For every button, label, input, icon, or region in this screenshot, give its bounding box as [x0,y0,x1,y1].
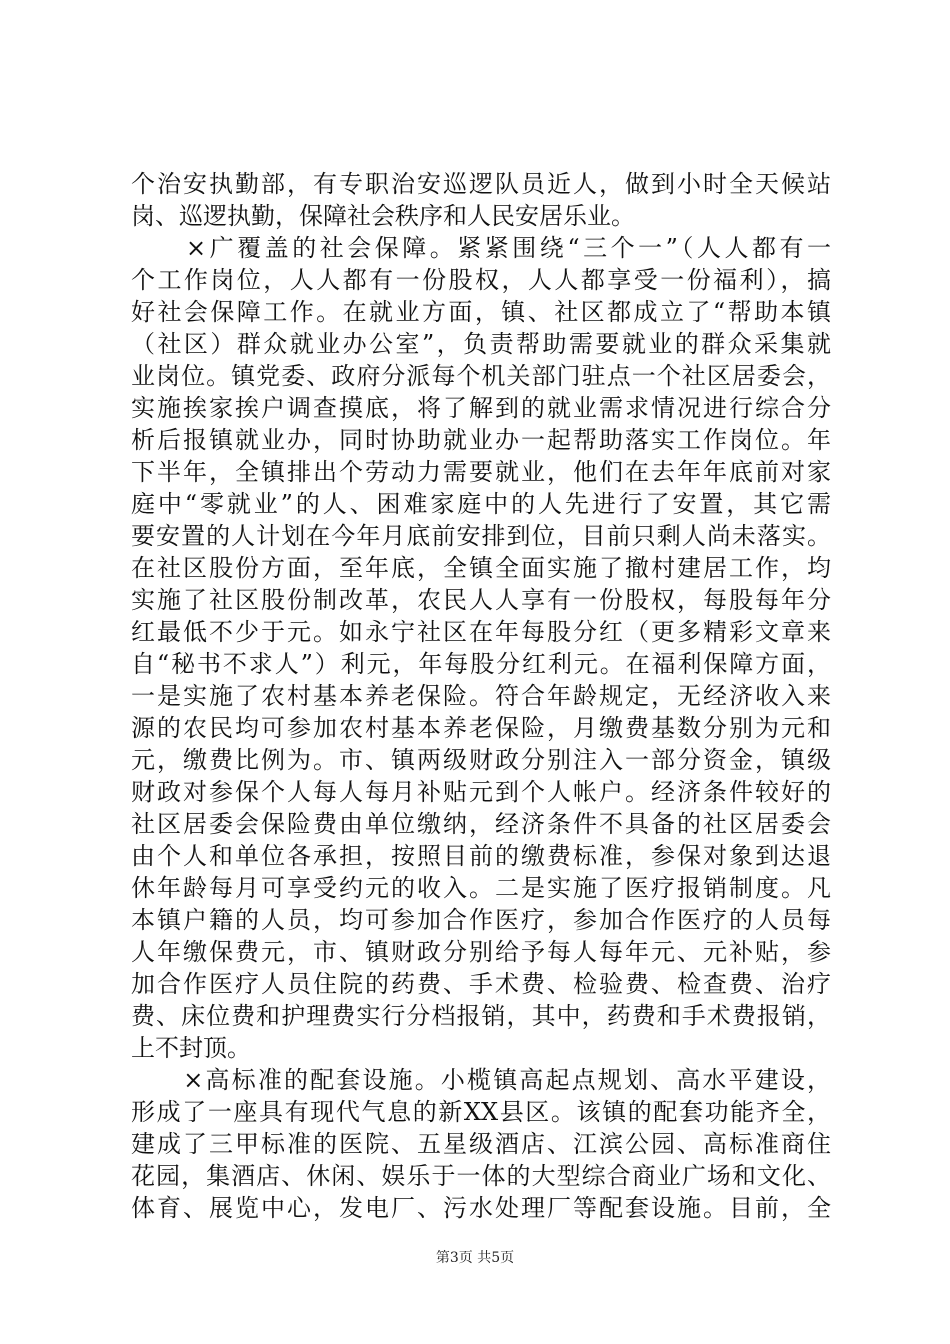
text-line: 自“秘书不求人”）利元，年每股分红利元。在福利保障方面， [131,650,831,678]
text-line: 岗、巡逻执勤，保障社会秩序和人民安居乐业。 [131,202,635,230]
text-line: 个工作岗位，人人都有一份股权，人人都享受一份福利），搞 [131,266,831,294]
text-line: 费、床位费和护理费实行分档报销，其中，药费和手术费报销， [131,1002,831,1030]
text-line: 社区居委会保险费由单位缴纳，经济条件不具备的社区居委会 [131,810,831,838]
text-line: 休年龄每月可享受约元的收入。二是实施了医疗报销制度。凡 [131,874,831,902]
text-line: 建成了三甲标准的医院、五星级酒店、江滨公园、高标准商住 [131,1130,831,1158]
text-line: 花园，集酒店、休闲、娱乐于一体的大型综合商业广场和文化、 [131,1162,831,1190]
text-line: 体育、展览中心，发电厂、污水处理厂等配套设施。目前，全 [131,1194,831,1222]
text-line: 元，缴费比例为。市、镇两级财政分别注入一部分资金，镇级 [131,746,831,774]
text-line: 形成了一座具有现代气息的新XX县区。该镇的配套功能齐全， [131,1098,831,1126]
text-line: 要安置的人计划在今年月底前安排到位，目前只剩人尚未落实。 [131,522,831,550]
text-line: 实施挨家挨户调查摸底，将了解到的就业需求情况进行综合分 [131,394,831,422]
text-line: 好社会保障工作。在就业方面，镇、社区都成立了“帮助本镇 [131,298,831,326]
text-line: 财政对参保个人每人每月补贴元到个人帐户。经济条件较好的 [131,778,831,806]
text-line: 上不封顶。 [131,1034,251,1062]
text-line: 业岗位。镇党委、政府分派每个机关部门驻点一个社区居委会， [131,362,831,390]
page-footer: 第3页 共5页 [435,1250,515,1266]
document-body [131,168,831,1224]
text-line: 由个人和单位各承担，按照目前的缴费标准，参保对象到达退 [131,842,831,870]
text-line: 在社区股份方面，至年底，全镇全面实施了撤村建居工作，均 [131,554,831,582]
text-line: ×广覆盖的社会保障。紧紧围绕“三个一”（人人都有一 [131,234,831,262]
text-line: 红最低不少于元。如永宁社区在年每股分红（更多精彩文章来 [131,618,831,646]
text-line: （社区）群众就业办公室”，负责帮助需要就业的群众采集就 [131,330,831,358]
text-line: 加合作医疗人员住院的药费、手术费、检验费、检查费、治疗 [131,970,831,998]
text-line: 个治安执勤部，有专职治安巡逻队员近人，做到小时全天候站 [131,170,831,198]
text-line: 一是实施了农村基本养老保险。符合年龄规定，无经济收入来 [131,682,831,710]
text-line: 庭中“零就业”的人、困难家庭中的人先进行了安置，其它需 [131,490,831,518]
text-line: 析后报镇就业办，同时协助就业办一起帮助落实工作岗位。年 [131,426,831,454]
text-line: 源的农民均可参加农村基本养老保险，月缴费基数分别为元和 [131,714,831,742]
text-line: 实施了社区股份制改革，农民人人享有一份股权，每股每年分 [131,586,831,614]
text-line: ×高标准的配套设施。小榄镇高起点规划、高水平建设， [131,1066,831,1094]
text-line: 人年缴保费元，市、镇财政分别给予每人每年元、元补贴，参 [131,938,831,966]
text-line: 下半年，全镇排出个劳动力需要就业，他们在去年年底前对家 [131,458,831,486]
text-line: 本镇户籍的人员，均可参加合作医疗，参加合作医疗的人员每 [131,906,831,934]
